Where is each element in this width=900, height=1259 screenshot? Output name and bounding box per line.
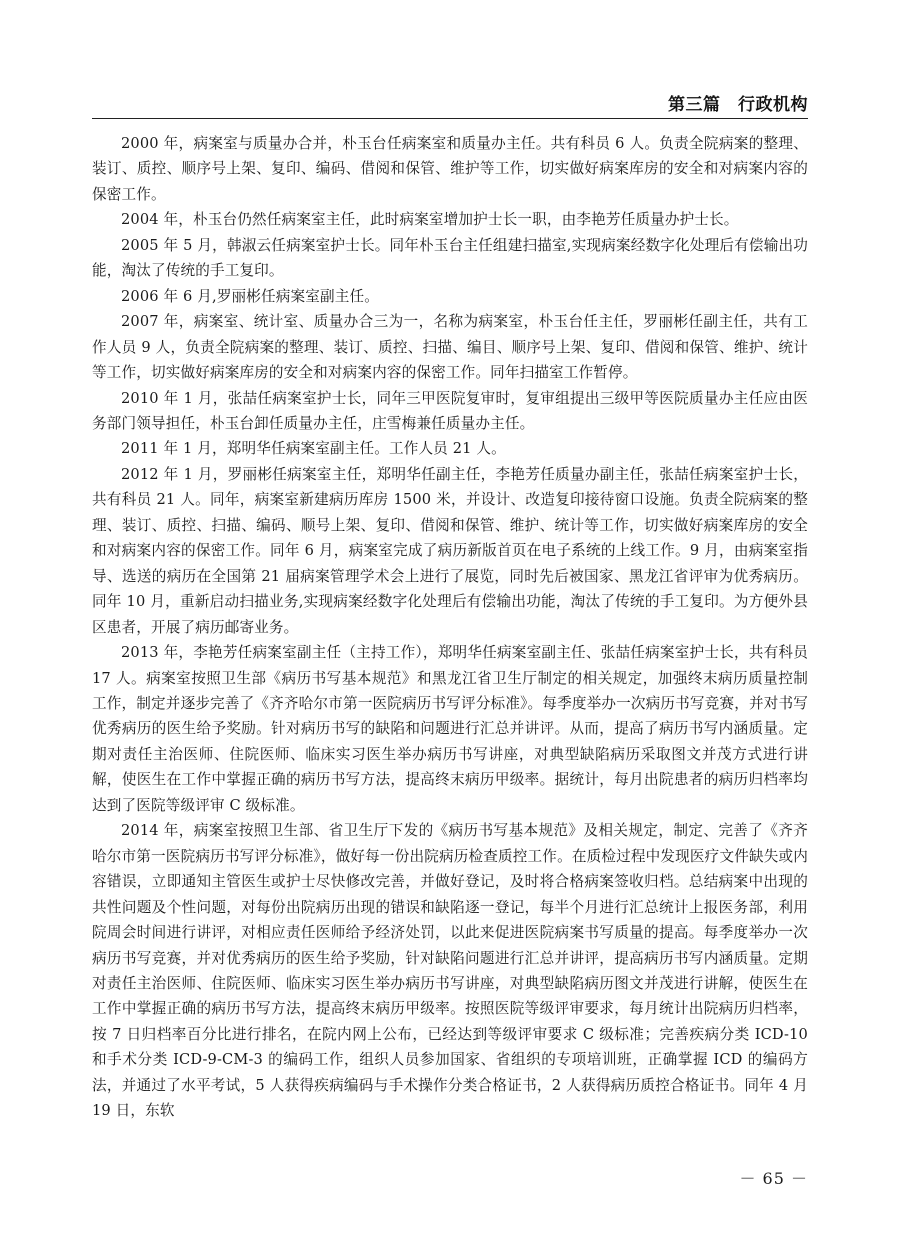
section-title: 第三篇 行政机构 (668, 95, 808, 115)
paragraph-2013: 2013 年，李艳芳任病案室副主任（主持工作），郑明华任病案室副主任、张喆任病案室护士长，共有科员 17 人。病案室按照卫生部《病历书写基本规范》和黑龙江省卫生厅制定的相关规定，加强终末病历质量控制工作，制定并逐步完善了《齐齐哈尔市第一医院病历书写评分标准》。每季度举办一次病历书写竞赛，并对书写优秀病历的医生给予奖励。针对病历书写的缺陷和问题进行汇总并讲评。从而，提高了病历书写内涵质量。定期对责任主治医师、住院医师、临床实习医生举办病历书写讲座，对典型缺陷病历采取图文并茂方式进行讲解，使医生在工作中掌握正确的病历书写方法，提高终末病历甲级率。据统计，每月出院患者的病历归档率均达到了医院等级评审 C 级标准。 (92, 644, 808, 814)
paragraph-2005: 2005 年 5 月，韩淑云任病案室护士长。同年朴玉台主任组建扫描室,实现病案经数字化处理后有偿输出功能，淘汰了传统的手工复印。 (92, 236, 808, 280)
running-header (92, 90, 808, 116)
paragraph-2007: 2007 年，病案室、统计室、质量办合三为一，名称为病案室，朴玉台任主任，罗丽彬任副主任，共有工作人员 9 人，负责全院病案的整理、装订、质控、扫描、编目、顺序号上架、复印、借阅和保管、维护、统计等工作，切实做好病案库房的安全和对病案内容的保密工作。同年扫描室工作暂停。 (92, 313, 808, 382)
header-divider (92, 118, 808, 119)
paragraph-2006: 2006 年 6 月,罗丽彬任病案室副主任。 (121, 287, 380, 305)
paragraph-2012: 2012 年 1 月，罗丽彬任病案室主任，郑明华任副主任，李艳芳任质量办副主任，张喆任病案室护士长，共有科员 21 人。同年，病案室新建病历库房 1500 米，并设计、改造复印接待窗口设施。负责全院病案的整理、装订、质控、扫描、编码、顺号上架、复印、借阅和保管、维护、统计等工作，切实做好病案库房的安全和对病案内容的保密工作。同年 6 月，病案室完成了病历新版首页在电子系统的上线工作。9 月，由病案室指导、选送的病历在全国第 21 届病案管理学术会上进行了展览，同时先后被国家、黑龙江省评审为优秀病历。同年 10 月，重新启动扫描业务,实现病案经数字化处理后有偿输出功能，淘汰了传统的手工复印。为方便外县区患者，开展了病历邮寄业务。 (92, 465, 808, 636)
paragraph-2000: 2000 年，病案室与质量办合并，朴玉台任病案室和质量办主任。共有科员 6 人。负责全院病案的整理、装订、质控、顺序号上架、复印、编码、借阅和保管、维护等工作，切实做好病案库房的安全和对病案内容的保密工作。 (92, 135, 808, 203)
paragraph-2010: 2010 年 1 月，张喆任病案室护士长，同年三甲医院复审时，复审组提出三级甲等医院质量办主任应由医务部门领导担任，朴玉台卸任质量办主任，庄雪梅兼任质量办主任。 (92, 389, 808, 432)
paragraph-2014: 2014 年，病案室按照卫生部、省卫生厅下发的《病历书写基本规范》及相关规定，制定、完善了《齐齐哈尔市第一医院病历书写评分标准》，做好每一份出院病历检查质控工作。在质检过程中发现医疗文件缺失或内容错误，立即通知主管医生或护士尽快修改完善，并做好登记，及时将合格病案签收归档。总结病案中出现的共性问题及个性问题，对每份出院病历出现的错误和缺陷逐一登记，每半个月进行汇总统计上报医务部，利用院周会时间进行讲评，对相应责任医师给予经济处罚，以此来促进医院病案书写质量的提高。每季度举办一次病历书写竞赛，并对优秀病历的医生给予奖励，针对缺陷问题进行汇总并讲评，提高病历书写内涵质量。定期对责任主治医师、住院医师、临床实习医生举办病历书写讲座，对典型缺陷病历图文并茂进行讲解，使医生在工作中掌握正确的病历书写方法，提高终末病历甲级率。按照医院等级评审要求，每月统计出院病历归档率，按 7 日归档率百分比进行排名，在院内网上公布，已经达到等级评审要求 C 级标准；完善疾病分类 ICD-10 和手术分类 ICD-9-CM-3 的编码工作，组织人员参加国家、省组织的专项培训班，正确掌握 ICD 的编码方法，并通过了水平考试，5 人获得疾病编码与手术操作分类合格证书，2 人获得病历质控合格证书。同年 4 月 19 日，东软 (92, 822, 808, 1120)
paragraph-2011: 2011 年 1 月，郑明华任病案室副主任。工作人员 21 人。 (121, 440, 506, 458)
body-text (92, 131, 808, 1124)
page-number: － 65 － (739, 1169, 808, 1188)
paragraph-2004: 2004 年，朴玉台仍然任病案室主任，此时病案室增加护士长一职，由李艳芳任质量办护士长。 (121, 211, 739, 229)
